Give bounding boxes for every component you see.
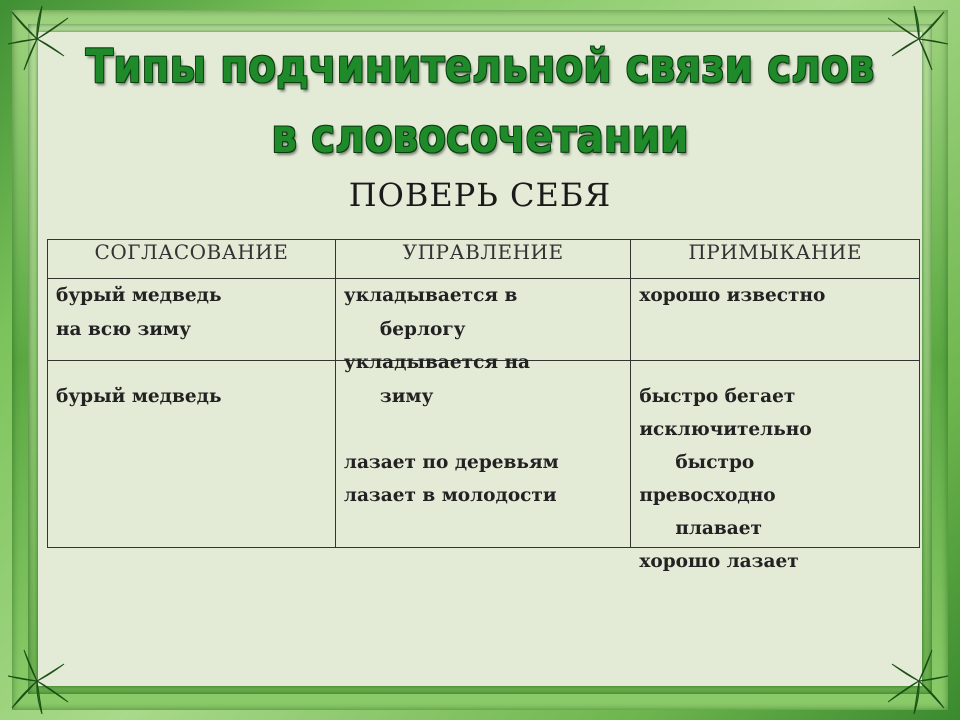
- table-row: [48, 279, 920, 361]
- cell-adjunction-1: [631, 279, 919, 360]
- leaf-icon: [2, 646, 72, 716]
- cell-government-1: [336, 279, 630, 360]
- phrase-item: исключительно: [639, 419, 812, 440]
- table-row: [48, 361, 920, 548]
- phrase-item: бурый медведь: [56, 386, 222, 407]
- cell-agreement-1: [48, 279, 335, 360]
- header-adjunction: ПРИМЫКАНИЕ: [631, 240, 920, 279]
- phrase-item: бурый медведь: [56, 285, 222, 306]
- header-agreement: СОГЛАСОВАНИЕ: [48, 240, 336, 279]
- phrase-item: зиму: [379, 386, 434, 407]
- phrase-item: плавает: [675, 518, 762, 539]
- connection-types-table: [47, 239, 920, 572]
- header-government: УПРАВЛЕНИЕ: [335, 240, 630, 279]
- table-header-row: [48, 240, 920, 279]
- cell-agreement-2: [48, 361, 335, 547]
- subtitle: ПОВЕРЬ СЕБЯ: [348, 176, 612, 214]
- page-title-line-1: Типы подчинительной связи слов: [85, 39, 875, 93]
- phrase-item: на всю зиму: [56, 319, 191, 340]
- phrase-item: хорошо известно: [639, 285, 826, 306]
- phrase-item: лазает в молодости: [343, 485, 557, 506]
- phrase-item: укладывается в: [343, 285, 518, 306]
- phrase-item: лазает по деревьям: [343, 452, 559, 473]
- phrase-item: хорошо лазает: [639, 551, 799, 572]
- phrase-item: быстро: [675, 452, 755, 473]
- phrase-item: быстро бегает: [639, 386, 796, 407]
- phrase-item: превосходно: [639, 485, 776, 506]
- phrase-item: укладывается на: [343, 352, 530, 373]
- phrase-item: берлогу: [379, 319, 466, 340]
- leaf-icon: [884, 646, 954, 716]
- cell-government-2: [336, 352, 630, 547]
- cell-adjunction-2: [631, 361, 919, 572]
- page-title-line-2: в словосочетании: [271, 109, 689, 163]
